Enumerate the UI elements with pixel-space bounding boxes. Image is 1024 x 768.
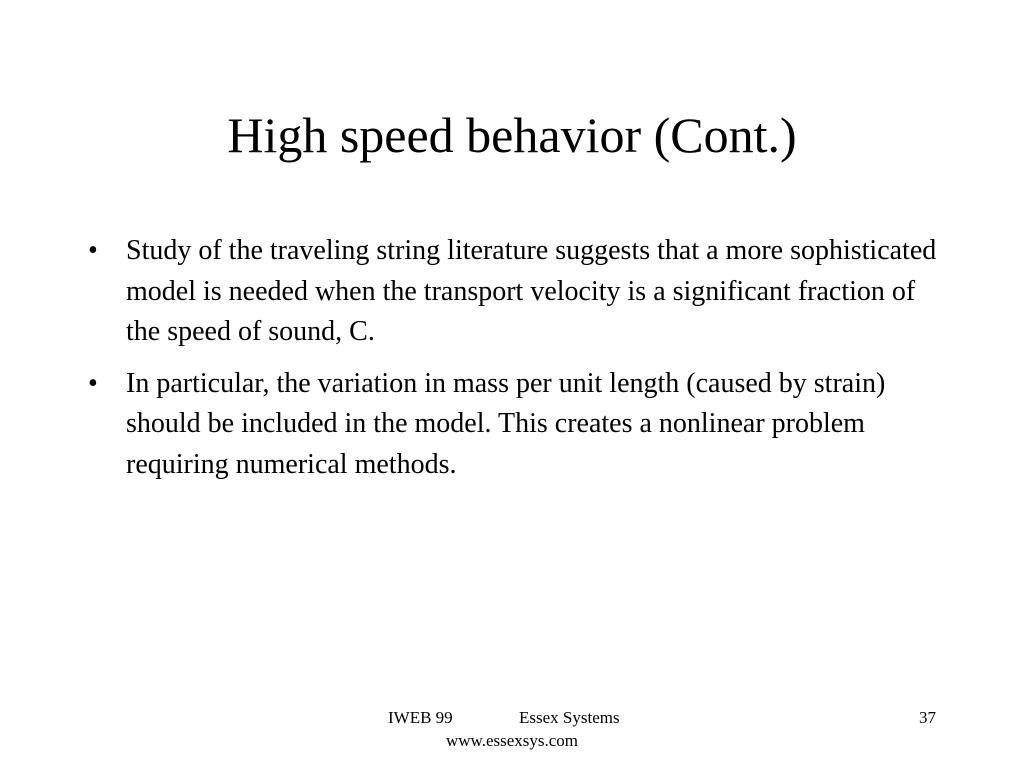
bullet-icon: • [88,367,98,399]
bullet-list [0,231,1024,496]
bullet-text: Study of the traveling string literature suggests that a more sophisticated model is needed when the transport velocity is a significant fraction of the speed of sound, C. [126,235,937,347]
page-number: 37 [919,708,936,727]
footer-organization: Essex Systems [519,708,620,727]
bullet-item [0,231,946,353]
bullet-item [0,364,946,486]
bullet-icon: • [88,235,98,266]
slide-title: High speed behavior (Cont.) [227,107,797,163]
footer-event: IWEB 99 [388,708,453,727]
footer-url: www.essexsys.com [445,731,579,750]
bullet-text: In particular, the variation in mass per unit length (caused by strain) should be included in the model. This creates a nonlinear problem requiring numerical methods. [126,367,886,480]
